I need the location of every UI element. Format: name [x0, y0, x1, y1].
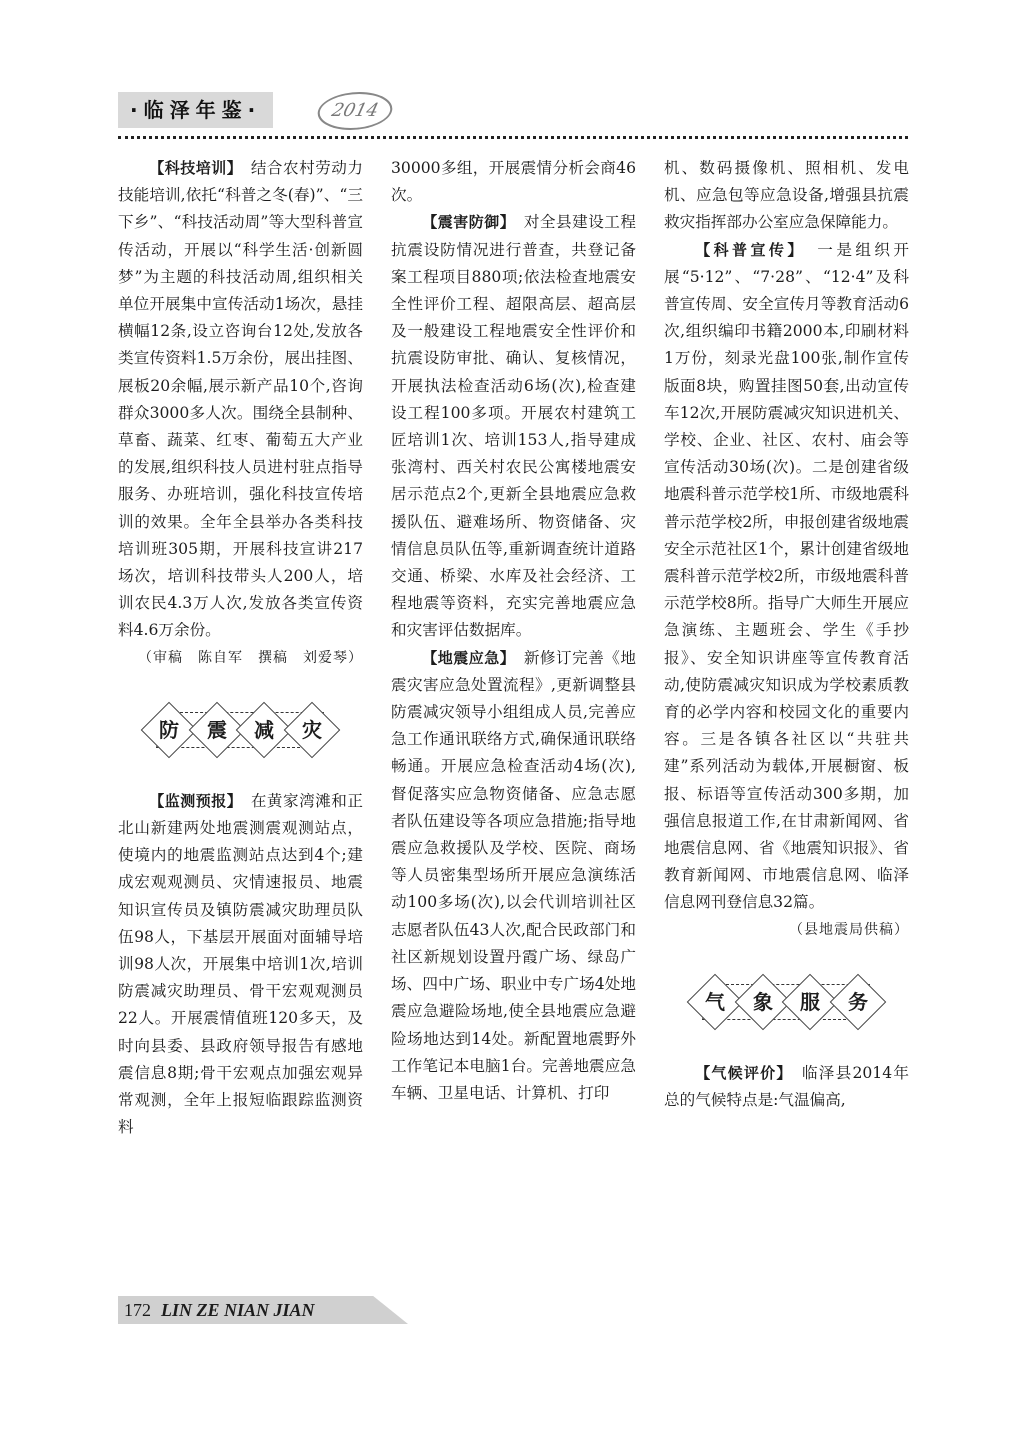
paragraph-continued: 30000多组，开展震情分析会商46次。 [391, 159, 636, 205]
section-char: 减 [236, 702, 293, 759]
heading-emergency: 【地震应急】 [422, 648, 508, 667]
section-char: 震 [188, 702, 245, 759]
section-char: 气 [687, 974, 744, 1031]
section-char: 务 [829, 974, 886, 1031]
page-number: 172 [124, 1300, 151, 1320]
section-title-weather-service [692, 974, 882, 1030]
paragraph-continued: 机、数码摄像机、照相机、发电机、应急包等应急设备,增强县抗震救灾指挥部办公室应急保障能力。 [664, 159, 909, 232]
credit-line: （县地震局供稿） [789, 921, 909, 938]
column-3 [664, 155, 909, 1114]
section-char: 象 [734, 974, 791, 1031]
credit-line: （审稿 陈自军 撰稿 刘爱琴） [138, 649, 363, 666]
paragraph-tech-training [118, 155, 363, 645]
paragraph-science-publicity [664, 237, 909, 917]
section-char: 防 [141, 702, 198, 759]
heading-monitoring: 【监测预报】 [149, 791, 235, 810]
column-2 [391, 155, 636, 1107]
text-tech-training: 结合农村劳动力技能培训,依托“科普之冬(春)”、“三下乡”、“科技活动周”等大型科普宣传活动，开展以“科学生活·创新圆梦”为主题的科技活动周,组织相关单位开展集中宣传活动1场次，悬挂横幅12条,设立咨询台12处,发放各类宣传资料1.5万余份，展出挂图、展板20余幅,展示新产品10个,咨询群众3000多人次。围绕全县制种、草畜、蔬菜、红枣、葡萄五大产业的发展,组织科技人员进村驻点指导服务、办班培训，强化科技宣传培训的效果。全年全县举办各类科技培训班305期，开展科技宣讲217场次，培训科技带头人200人，培训农民4.3万人次,发放各类宣传资料4.6万余份。 [118, 159, 363, 640]
page-footer [118, 1296, 418, 1326]
text-emergency: 新修订完善《地震灾害应急处置流程》,更新调整县防震减灾领导小组组成人员,完善应急工作通讯联络方式,确保通讯联络畅通。开展应急检查活动4场(次),督促落实应急物资储备、应急志愿者队伍建设等各项应急措施;指导地震应急救援队及学校、医院、商场等人员密集型场所开展应急演练活动100多场(次),以会代训培训社区志愿者队伍43人次,配合民政部门和社区新规划设置丹霞广场、绿岛广场、四中广场、职业中专广场4处地震应急避险场地,使全县地震应急避险场地达到14处。新配置地震野外工作笔记本电脑1台。完善地震应急车辆、卫星电话、计算机、打印 [391, 648, 636, 1102]
paragraph-emergency [391, 645, 636, 1107]
section-char: 服 [782, 974, 839, 1031]
paragraph-climate [664, 1060, 909, 1114]
text-climate: 临泽县2014年总的气候特点是:气温偏高, [664, 1063, 909, 1110]
section-char: 灾 [283, 702, 340, 759]
column-1 [118, 155, 363, 1142]
yearbook-title: ·临泽年鉴· [118, 92, 273, 128]
heading-damage-defense: 【震害防御】 [422, 213, 508, 232]
heading-science-publicity: 【科普宣传】 [695, 240, 799, 259]
heading-tech-training: 【科技培训】 [149, 159, 235, 177]
header-divider [118, 136, 908, 139]
paragraph-monitoring [118, 788, 363, 1142]
text-monitoring: 在黄家湾滩和正北山新建两处地震测震观测站点，使境内的地震监测站点达到4个;建成宏观观测员、灾情速报员、地震知识宣传员及镇防震减灾助理员队伍98人，下基层开展面对面辅导培训98人次，开展集中培训1次,培训防震减灾助理员、骨干宏观观测员22人。开展震情值班120多天，及时向县委、县政府领导报告有感地震信息8期;骨干宏观点加强宏观异常观测，全年上报短临跟踪监测资料 [118, 791, 363, 1137]
year-emblem: 2014 [313, 92, 396, 130]
text-damage-defense: 对全县建设工程抗震设防情况进行普查，共登记备案工程项目880项;依法检查地震安全性评价工程、超限高层、超高层及一般建设工程地震安全性评价和抗震设防审批、确认、复核情况，开展执法检查活动6场(次),检查建设工程100多项。开展农村建筑工匠培训1次、培训153人,指导建成张湾村、西关村农民公寓楼地震安居示范点2个,更新全县地震应急救援队伍、避难场所、物资储备、灾情信息员队伍等,重新调查统计道路交通、桥梁、水库及社会经济、工程地震等资料，充实完善地震应急和灾害评估数据库。 [391, 213, 636, 640]
text-science-publicity: 一是组织开展“5·12”、“7·28”、“12·4”及科普宣传周、安全宣传月等教育活动6次,组织编印书籍2000本,印刷材料1万份，刻录光盘100张,制作宣传版面8块，购置挂图50套,出动宣传车12次,开展防震减灾知识进机关、学校、企业、社区、农村、庙会等宣传活动30场(次)。二是创建省级地震科普示范学校1所、市级地震科普示范学校2所，申报创建省级地震安全示范社区1个，累计创建省级地震科普示范学校2所，市级地震科普示范学校8所。指导广大师生开展应急演练、主题班会、学生《手抄报》、安全知识讲座等宣传教育活动,使防震减灾知识成为学校素质教育的必学内容和校园文化的重要内容。三是各镇各社区以“共驻共建”系列活动为载体,开展橱窗、板报、标语等宣传活动300多期，加强信息报道工作,在甘肃新闻网、省地震信息网、省《地震知识报》、省教育新闻网、市地震信息网、临泽信息网刊登信息32篇。 [664, 240, 909, 912]
book-name: LIN ZE NIAN JIAN [161, 1300, 315, 1320]
section-title-anti-earthquake [146, 702, 336, 758]
running-header [118, 88, 908, 143]
heading-climate: 【气候评价】 [695, 1063, 786, 1082]
paragraph-damage-defense [391, 209, 636, 644]
